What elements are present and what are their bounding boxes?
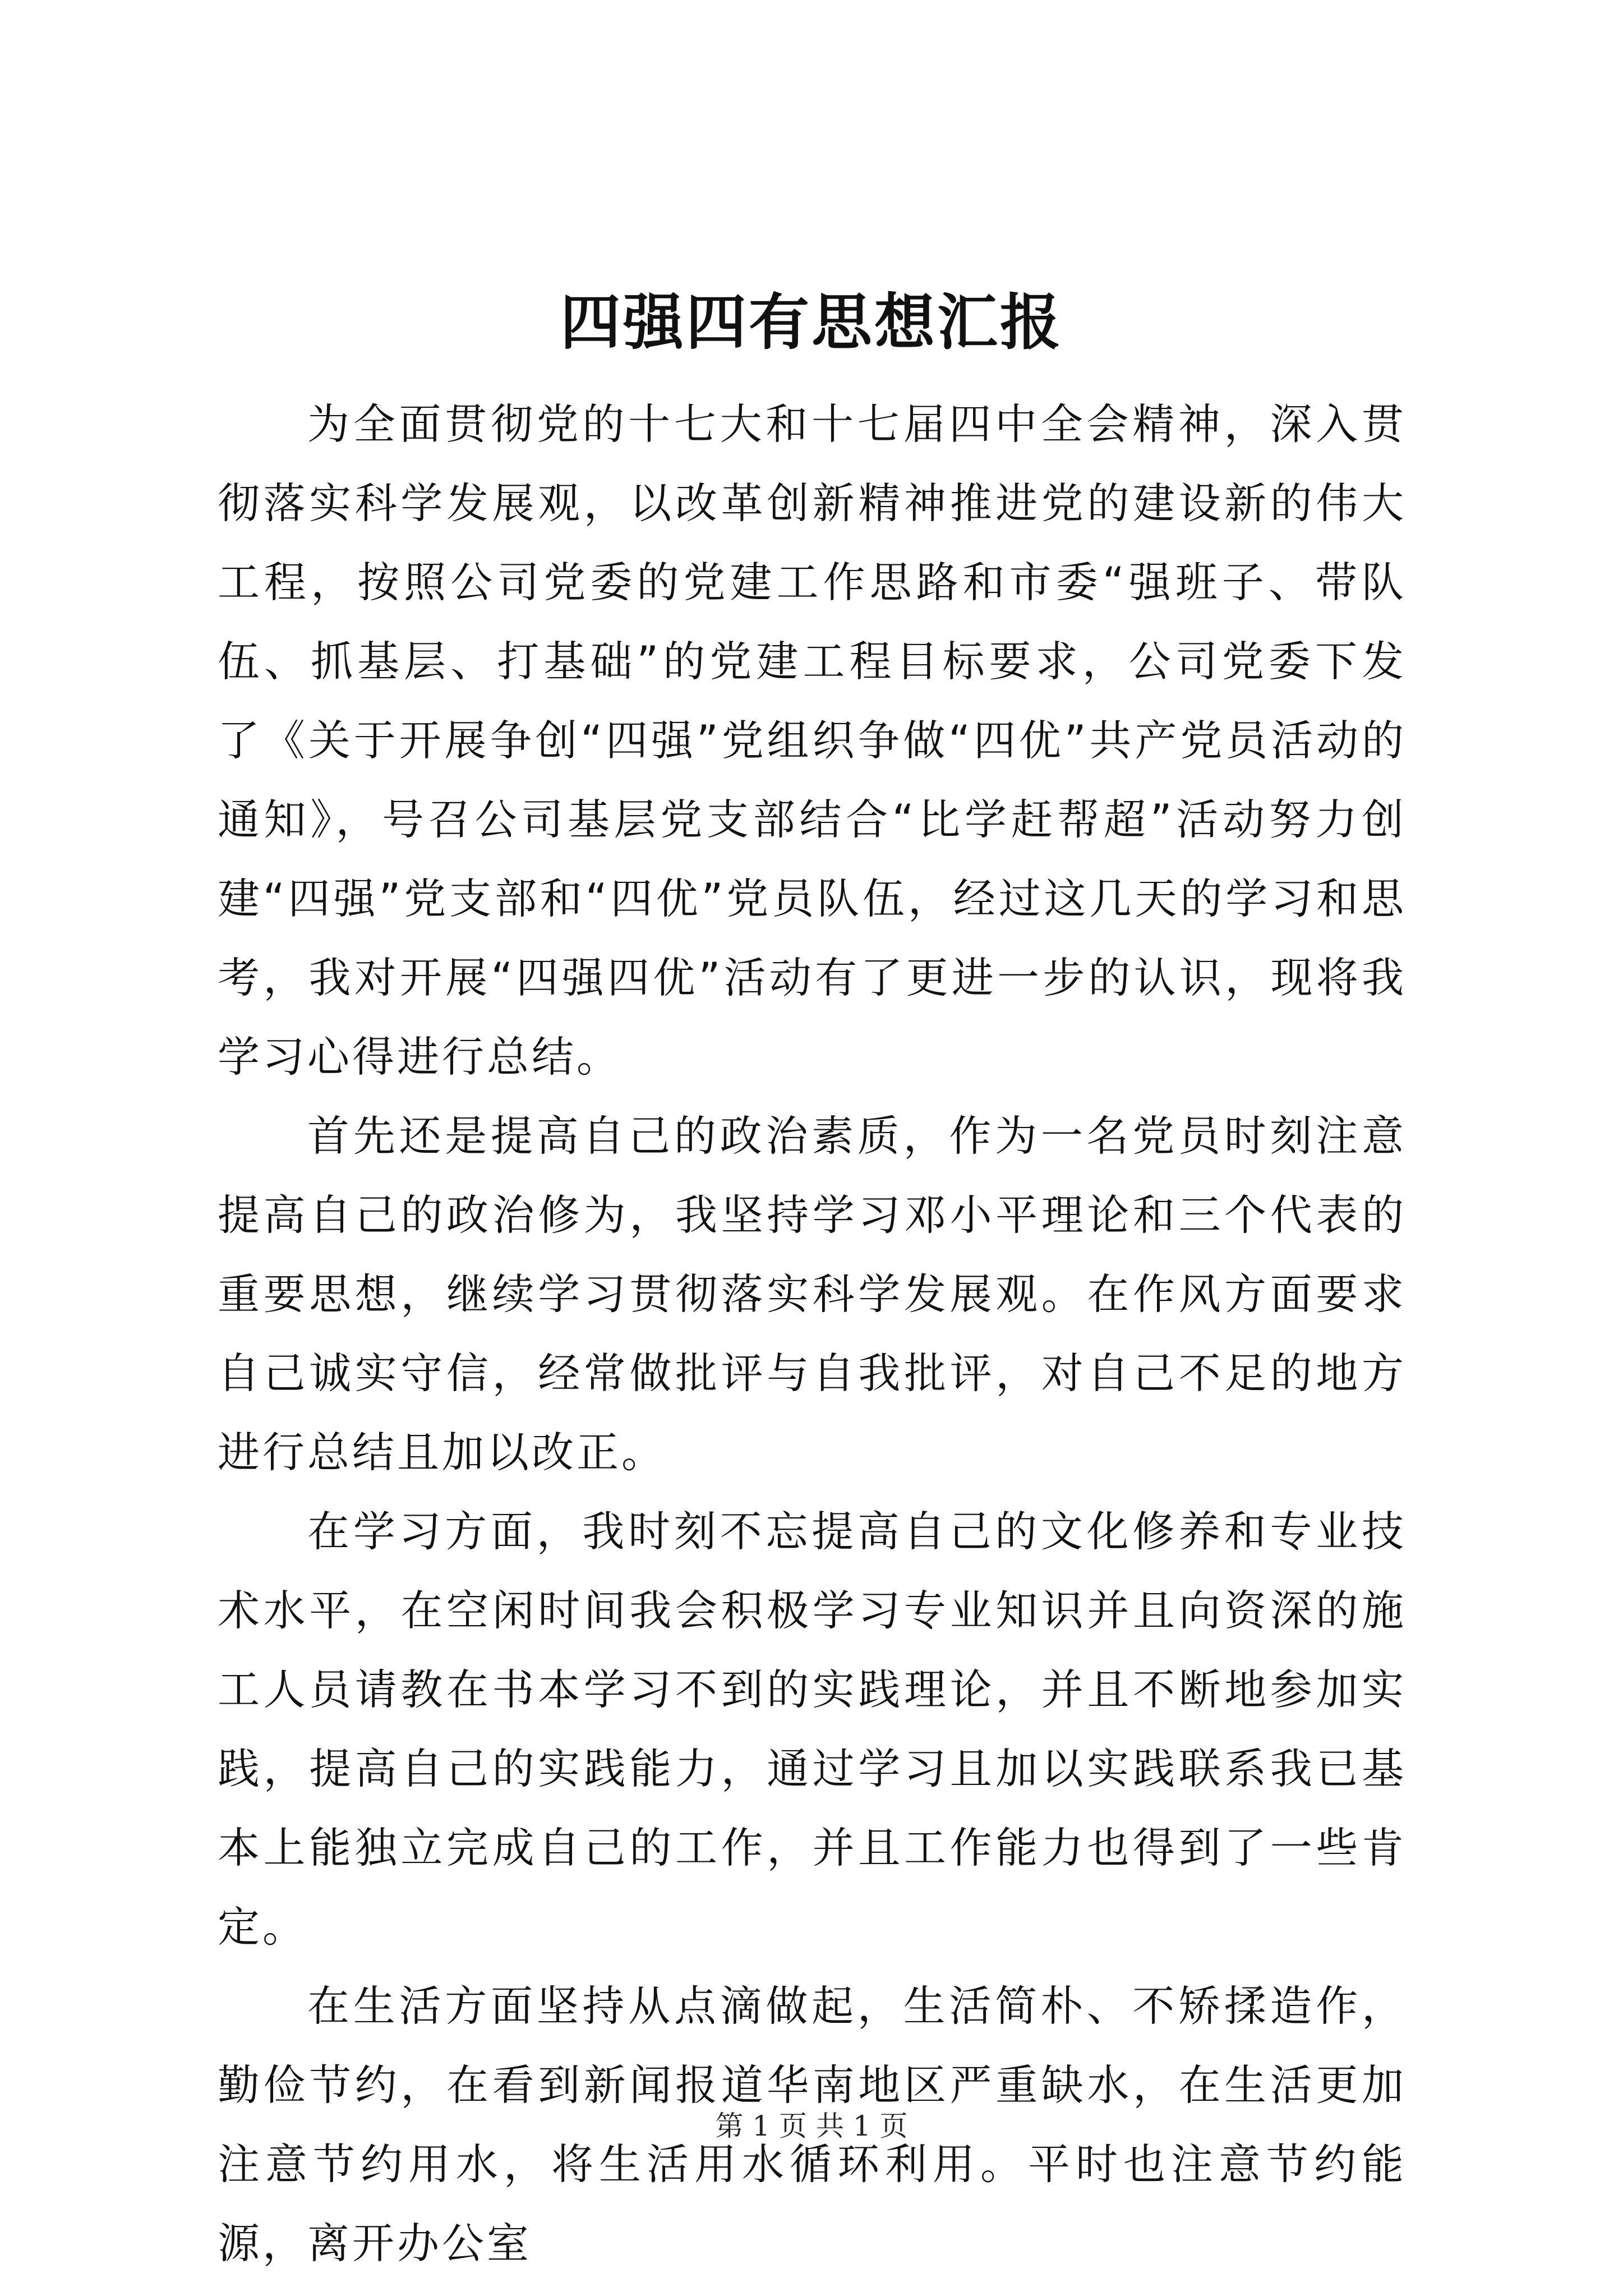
paragraph-intro: 为全面贯彻党的十七大和十七届四中全会精神，深入贯彻落实科学发展观，以改革创新精神推进党的建设新的伟大工程，按照公司党委的党建工作思路和市委“强班子、带队伍、抓基层、打基础”的党建工程目标要求，公司党委下发了《关于开展争创“四强”党组织争做“四优”共产党员活动的通知》，号召公司基层党支部结合“比学赶帮超”活动努力创建“四强”党支部和“四优”党员队伍，经过这几天的学习和思考，我对开展“四强四优”活动有了更进一步的认识，现将我学习心得进行总结。 bbox=[218, 399, 1407, 1082]
paragraph-life: 在生活方面坚持从点滴做起，生活简朴、不矫揉造作，勤俭节约，在看到新闻报道华南地区严重缺水，在生活更加注意节约用水，将生活用水循环利用。平时也注意节约能源，离开办公室 bbox=[218, 1981, 1407, 2268]
paragraph-political-quality: 首先还是提高自己的政治素质，作为一名党员时刻注意提高自己的政治修为，我坚持学习邓小平理论和三个代表的重要思想，继续学习贯彻落实科学发展观。在作风方面要求自己诚实守信，经常做批评与自我批评，对自己不足的地方进行总结且加以改正。 bbox=[218, 1111, 1407, 1477]
document-body bbox=[218, 385, 1407, 2283]
paragraph-study: 在学习方面，我时刻不忘提高自己的文化修养和专业技术水平，在空闲时间我会积极学习专业知识并且向资深的施工人员请教在书本学习不到的实践理论，并且不断地参加实践，提高自己的实践能力，通过学习且加以实践联系我已基本上能独立完成自己的工作，并且工作能力也得到了一些肯定。 bbox=[218, 1507, 1407, 1952]
page-footer: 第 1 页 共 1 页 bbox=[715, 2110, 908, 2142]
document-title: 四强四有思想汇报 bbox=[560, 287, 1063, 358]
